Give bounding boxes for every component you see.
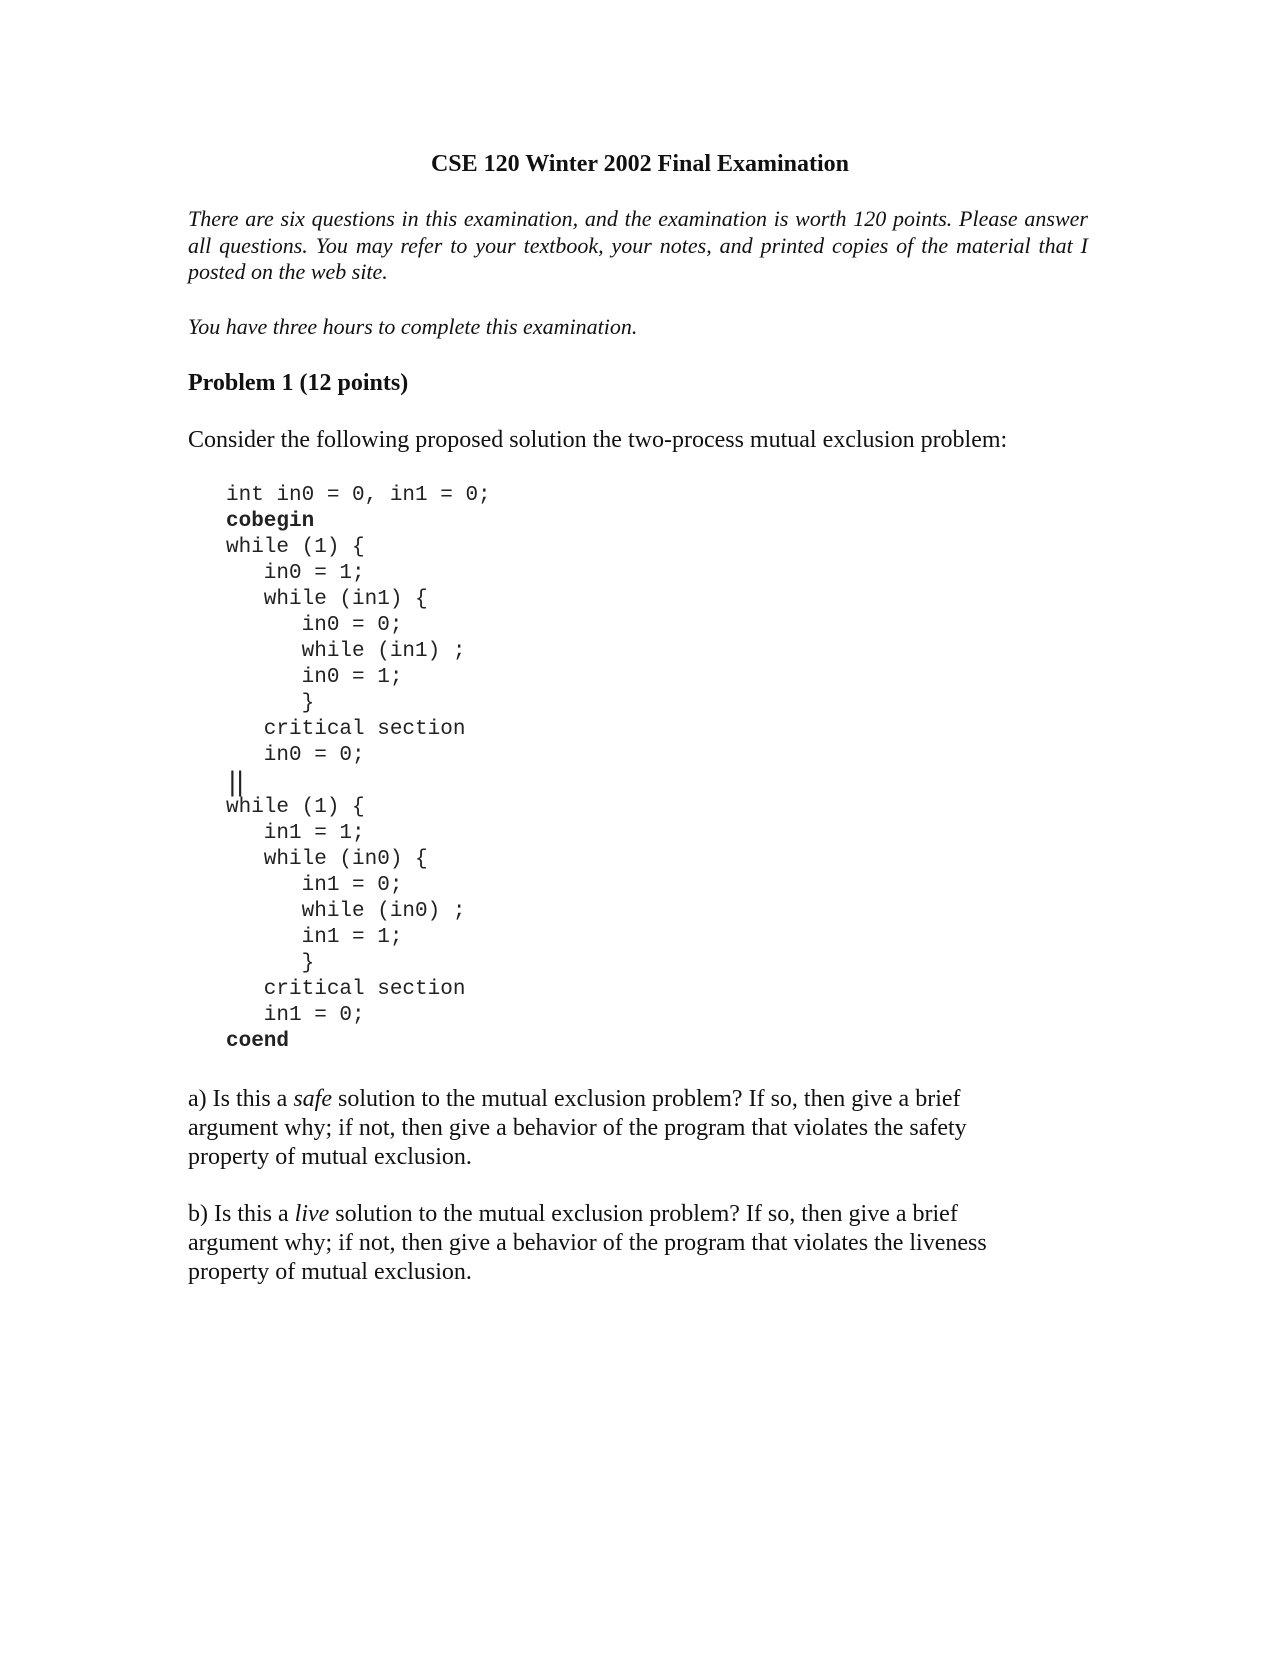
code-line: } [226, 692, 315, 715]
code-line: while (1) { [226, 796, 365, 819]
problem-prompt: Consider the following proposed solution the two-process mutual exclusion problem: [188, 427, 1008, 453]
question-b-emphasis: live [294, 1201, 330, 1227]
question-b-suffix: solution to the mutual exclusion problem? If so, then give a brief argument why; if not, then give a behavior of the program that violates the liveness property of mutual exclusion. [188, 1201, 987, 1285]
code-line: while (1) { [226, 536, 365, 559]
code-line: while (in0) { [226, 848, 428, 871]
code-block [226, 483, 491, 1055]
page-title: CSE 120 Winter 2002 Final Examination [430, 151, 850, 177]
code-line: while (in1) ; [226, 640, 466, 663]
code-line: while (in0) ; [226, 900, 466, 923]
code-line: while (in1) { [226, 588, 428, 611]
code-line: in0 = 0; [226, 744, 365, 767]
code-line: in1 = 0; [226, 874, 403, 897]
code-line: cobegin [226, 510, 315, 533]
code-line: in1 = 1; [226, 822, 365, 845]
code-line: in1 = 0; [226, 1004, 365, 1027]
code-line: } [226, 952, 315, 975]
question-b [188, 1200, 1048, 1287]
code-line: critical section [226, 718, 466, 741]
code-line: || [228, 767, 244, 797]
code-line: in0 = 1; [226, 666, 403, 689]
code-line: critical section [226, 978, 466, 1001]
question-a-suffix: solution to the mutual exclusion problem? If so, then give a brief argument why; if not, then give a behavior of the program that violates the safety property of mutual exclusion. [188, 1086, 967, 1170]
time-note: You have three hours to complete this examination. [188, 314, 638, 339]
question-a [188, 1085, 1048, 1172]
problem-heading: Problem 1 (12 points) [188, 370, 409, 396]
question-a-emphasis: safe [293, 1086, 332, 1112]
question-b-prefix: b) Is this a [188, 1201, 295, 1227]
intro-paragraph: There are six questions in this examination, and the examination is worth 120 points. Please answer all questions. You may refer to your textbook, your notes, and printed copies of the material that I posted on the web site. [188, 206, 1088, 284]
code-line: in0 = 1; [226, 562, 365, 585]
code-line: in1 = 1; [226, 926, 403, 949]
code-line: int in0 = 0, in1 = 0; [226, 484, 491, 507]
question-a-prefix: a) Is this a [188, 1086, 294, 1112]
code-line: in0 = 0; [226, 614, 403, 637]
code-line: coend [226, 1030, 290, 1053]
